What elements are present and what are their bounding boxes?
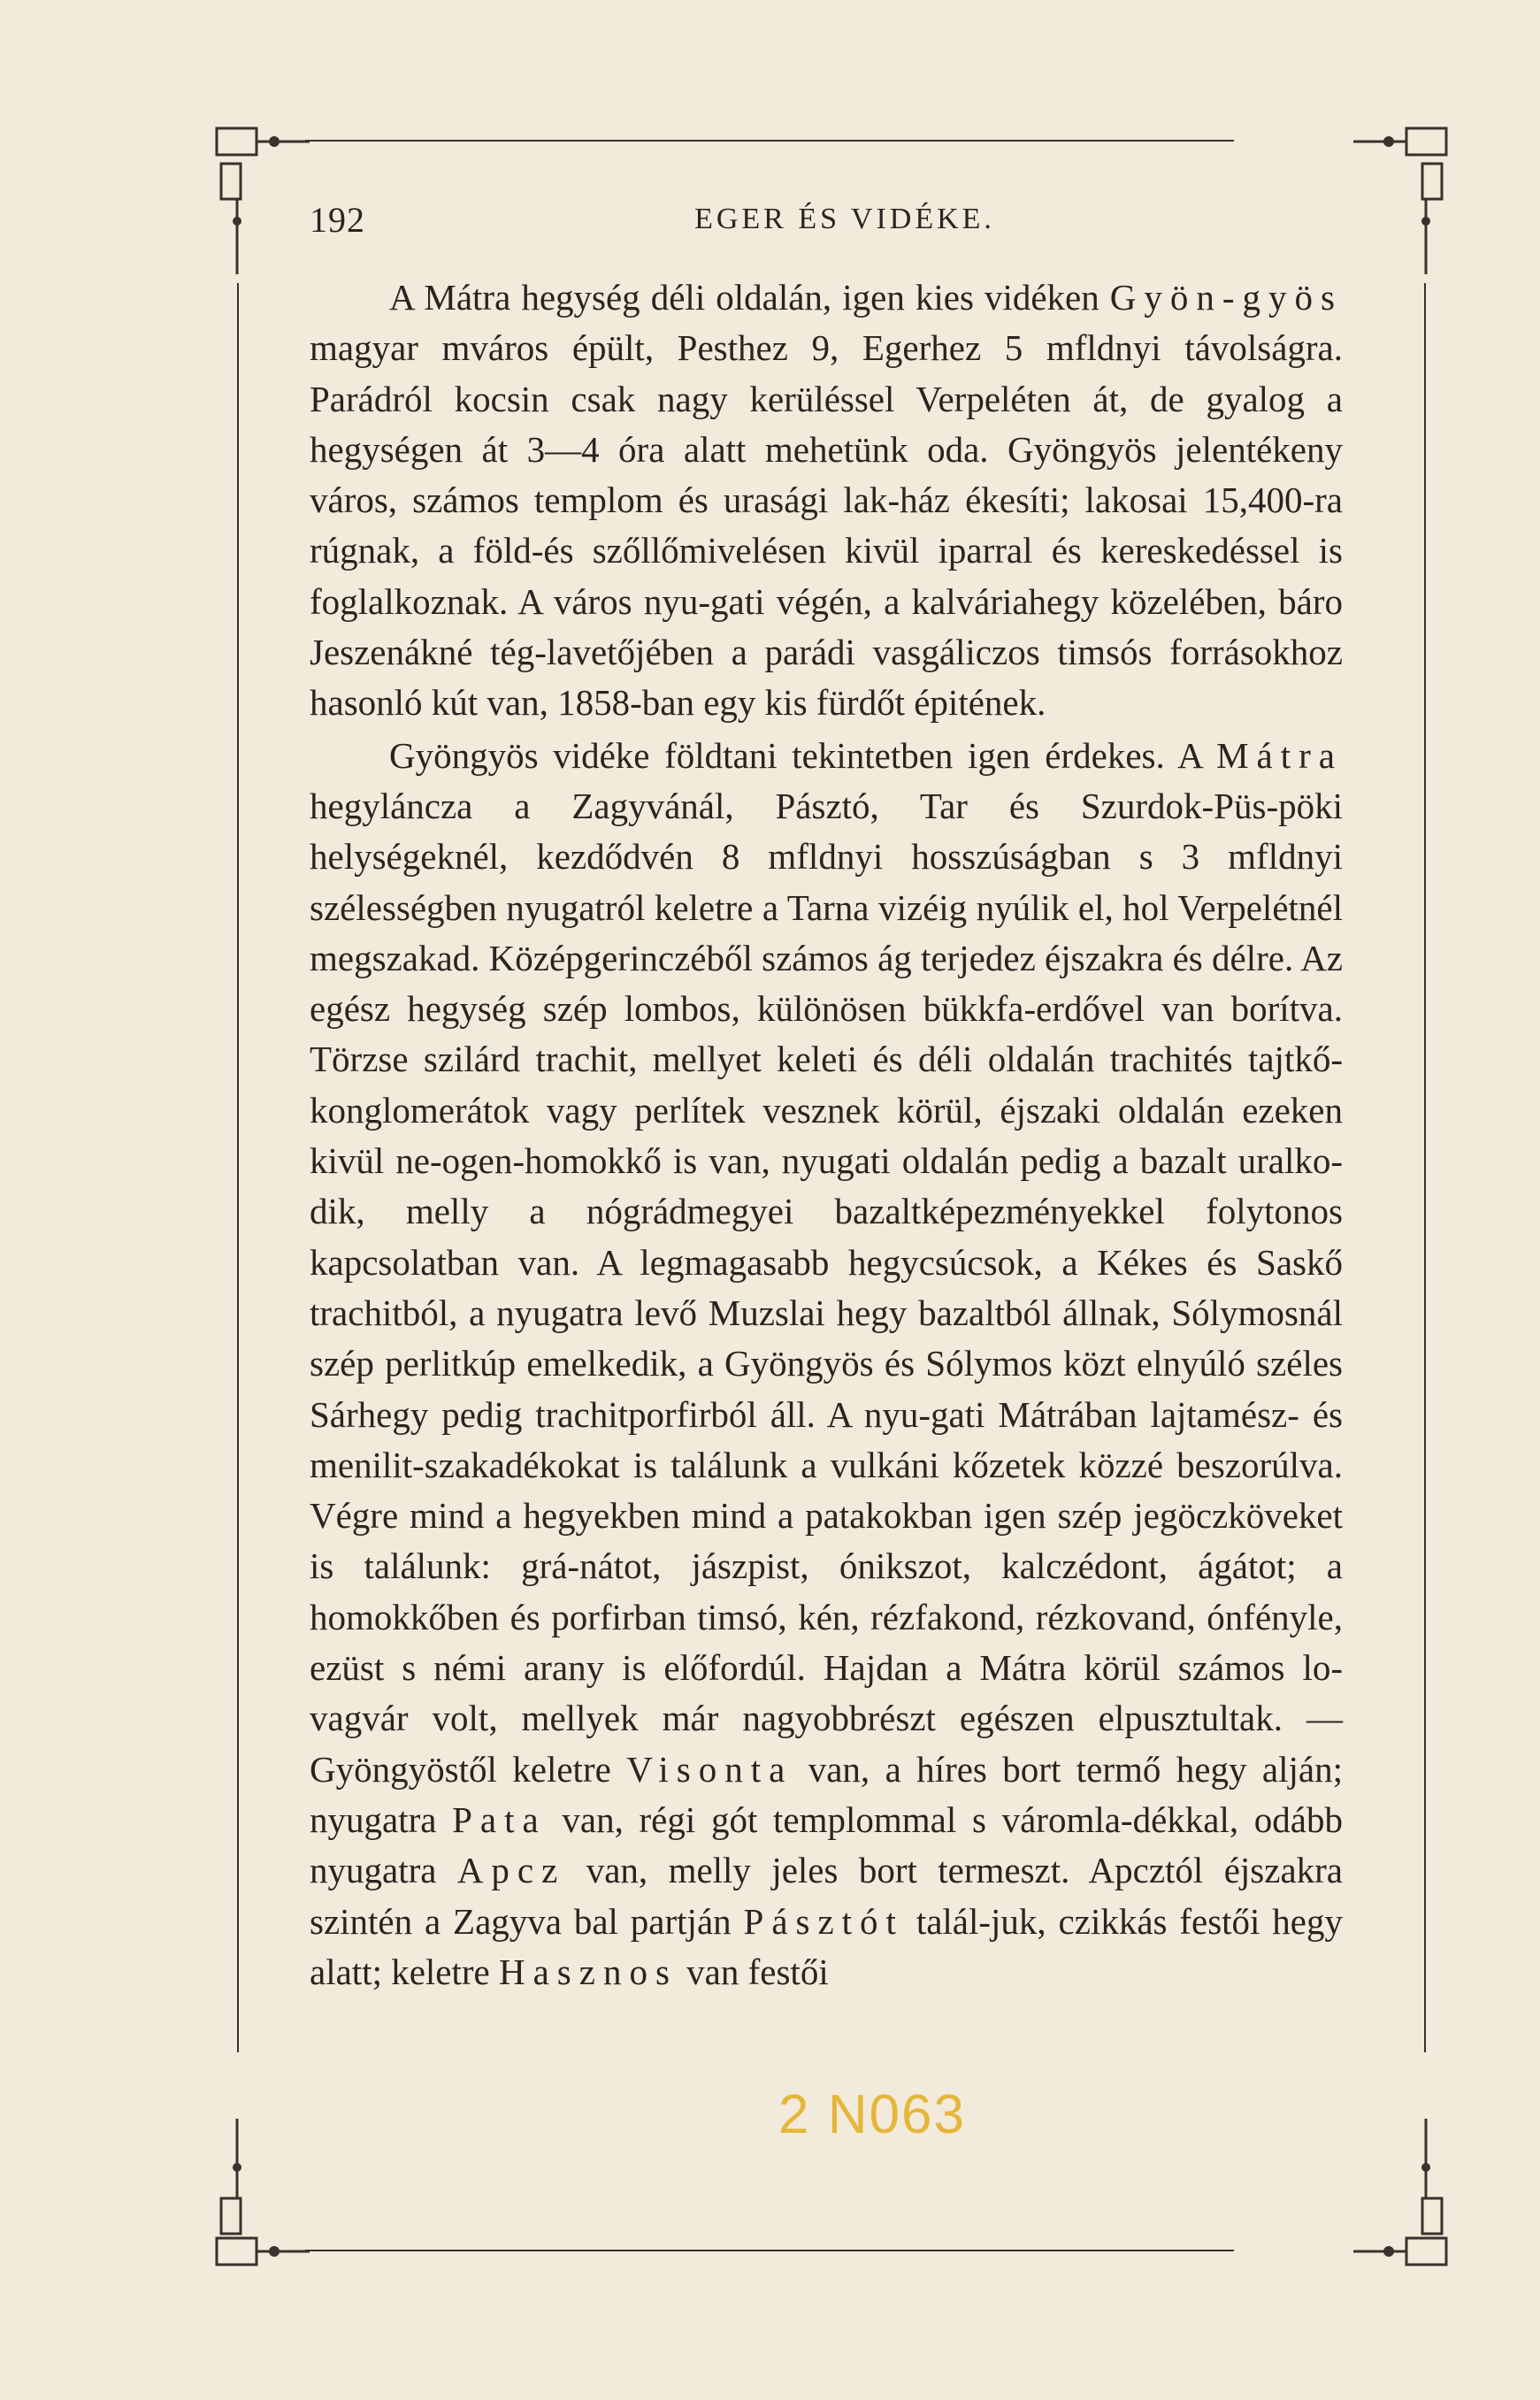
bottom-border-rule (305, 2250, 1234, 2251)
page-header (310, 199, 1380, 252)
body-text (310, 272, 1343, 1997)
corner-ornament-bottom-right (1318, 2114, 1451, 2273)
text-run: hegyláncza a Zagyvánál, Pásztó, Tar és Szurdok-Püs-pöki helységeknél, kezdődvén 8 mfldnyi hosszúságban s 3 mfldnyi szélességben nyugatról keletre a Tarna vizéig nyúlik el, hol Verpelétnél megszakad. Középgerinczéből számos ág terjedez éjszakra és délre. Az egész hegység szép lombos, különösen bükkfa-erdővel van borítva. Törzse szilárd trachit, mellyet keleti és déli oldalán trachités tajtkő-konglomerátok vagy perlítek vesznek körül, éjszaki oldalán ezeken kivül ne-ogen-homokkő is van, nyugati oldalán pedig a bazalt uralko-dik, melly a nógrádmegyei bazaltképezményekkel folytonos kapcsolatban van. A legmagasabb hegycsúcsok, a Kékes és Saskő trachitból, a nyugatra levő Muzslai hegy bazaltból állnak, Sólymosnál szép perlitkúp emelkedik, a Gyöngyös és Sólymos közt elnyúló széles Sárhegy pedig trachitporfirból áll. A nyu-gati Mátrában lajtamész- és menilit-szakadékokat is találunk a vulkáni kőzetek közzé beszorúlva. Végre mind a hegyekben mind a patakokban igen szép jegöczköveket is találunk: grá-nátot, jászpist, ónikszot, kalczédont, ágátot; a homokkőben és porfirban timsó, kén, rézfakond, rézkovand, ónfényle, ezüst s némi arany is előfordúl. Hajdan a Mátra körül számos lo-vagvár volt, mellyek már nagyobbrészt egészen elpusztultak. — Gyöngyöstől keletre (310, 785, 1343, 1790)
library-stamp: 2 N063 (778, 2084, 966, 2145)
text-run: magyar mváros épült, Pesthez 9, Egerhez 5 mfldnyi távolságra. Parádról kocsin csak nagy kerüléssel Verpeléten át, de gyalog a hegységen át 3—4 óra alatt mehetünk oda. Gyöngyös jelentékeny város, számos templom és urasági lak-ház ékesíti; lakosai 15,400-ra rúgnak, a föld-és szőllőmivelésen kivül iparral és kereskedéssel is foglalkoznak. A város nyu-gati végén, a kalváriahegy közelében, báro Jeszenákné tég-lavetőjében a parádi vasgáliczos timsós forrásokhoz hasonló kút van, 1858-ban egy kis fürdőt épitének. (310, 327, 1343, 724)
top-border-rule (305, 140, 1234, 142)
text-run: van, a híres bort termő hegy alján; nyugatra (310, 1748, 1343, 1840)
text-run: A Mátra hegység déli oldalán, igen kies vidéken (389, 277, 1110, 318)
spaced-name: Apcz (456, 1850, 566, 1891)
spaced-name: Pásztót (743, 1900, 904, 1942)
text-run: talál-juk, czikkás festői hegy alatt; keletre (310, 1900, 1343, 1992)
right-border-rule (1424, 283, 1426, 2052)
spaced-name: Hasznos (499, 1951, 678, 1992)
text-run: van, melly jeles bort termeszt. Apcztól éjszakra szintén a Zagyva bal partján (310, 1850, 1343, 1942)
page-number: 192 (310, 200, 365, 240)
spaced-name: Pata (452, 1798, 547, 1840)
text-run: van festői (677, 1951, 829, 1992)
left-border-rule (237, 283, 239, 2052)
paragraph (310, 272, 1343, 729)
paragraph (310, 731, 1343, 1997)
spaced-name: Visonta (626, 1748, 793, 1790)
spaced-name: Gyön-gyös (1109, 277, 1343, 318)
corner-ornament-bottom-left (212, 2114, 345, 2273)
text-run: van, régi gót templommal s váromla-dékkal, odább nyugatra (310, 1798, 1343, 1891)
text-run: Gyöngyös vidéke földtani tekintetben igen érdekes. A (389, 734, 1217, 776)
spaced-name: Mátra (1216, 734, 1343, 776)
running-title: EGER ÉS VIDÉKE. (694, 203, 995, 235)
